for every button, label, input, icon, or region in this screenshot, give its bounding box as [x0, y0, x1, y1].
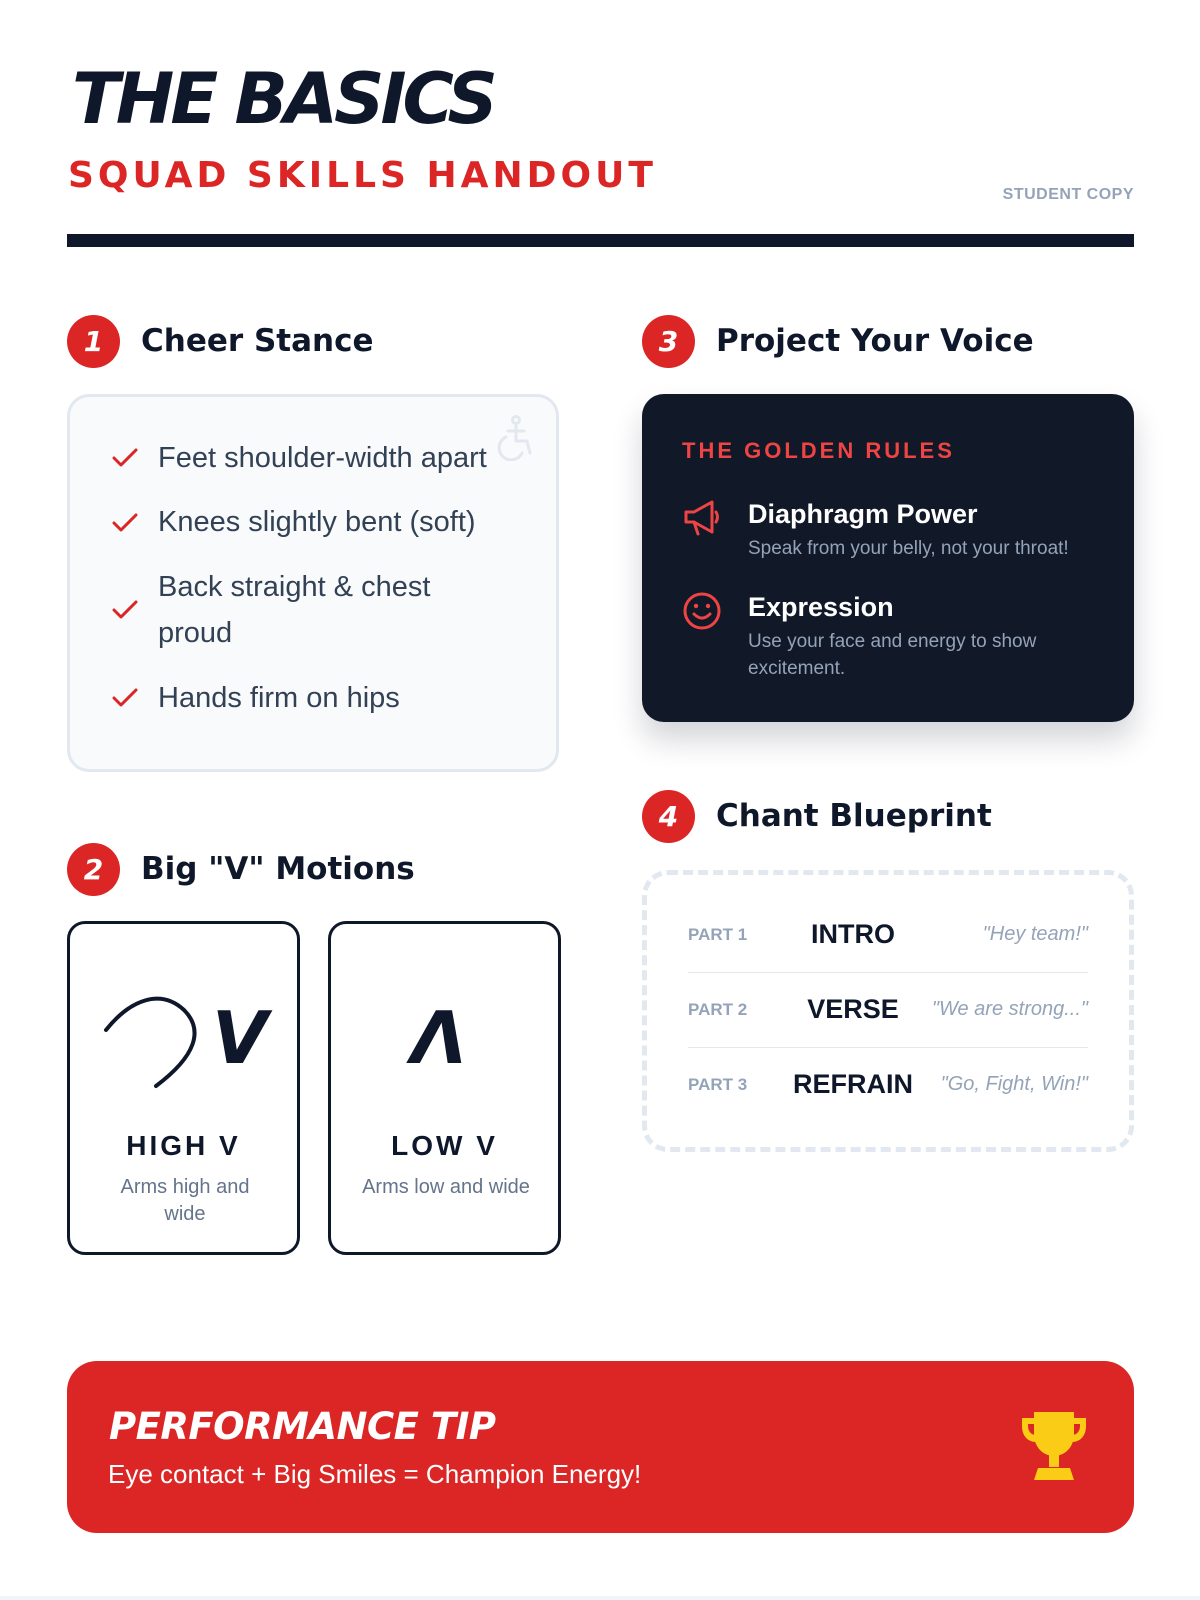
section-4-heading	[642, 789, 992, 843]
golden-rules-heading: THE GOLDEN RULES	[682, 438, 955, 463]
rule-title: Diaphragm Power	[748, 499, 978, 529]
section-1-heading	[67, 314, 374, 368]
rule-item	[682, 498, 1102, 563]
table-row	[688, 1047, 1088, 1122]
low-v-label: LOW V	[391, 1130, 498, 1161]
megaphone-icon	[682, 498, 724, 563]
page-title: THE BASICS	[72, 58, 494, 140]
section-4-title: Chant Blueprint	[716, 798, 992, 834]
section-2-title: Big "V" Motions	[141, 851, 415, 887]
rule-description: Speak from your belly, not your throat!	[748, 538, 1069, 560]
header-divider	[67, 234, 1134, 247]
check-icon	[112, 513, 142, 533]
section-2-heading	[67, 842, 415, 896]
high-v-description: Arms high and wide	[120, 1176, 250, 1225]
section-3-heading	[642, 314, 1034, 368]
performance-tip-banner	[67, 1361, 1134, 1533]
rule-description: Use your face and energy to show excitement.	[748, 631, 1037, 679]
stance-item-text: Back straight & chest proud	[158, 570, 431, 650]
section-1-title: Cheer Stance	[141, 323, 374, 359]
stance-card	[67, 394, 559, 772]
arm-arc-icon	[100, 990, 204, 1090]
list-item	[112, 435, 512, 481]
part-name: VERSE	[807, 994, 899, 1024]
high-v-label: HIGH V	[126, 1130, 241, 1161]
high-v-glyph: V	[212, 996, 268, 1080]
tip-title: PERFORMANCE TIP	[109, 1405, 496, 1448]
trophy-icon	[1016, 1408, 1092, 1484]
part-label: PART 2	[688, 999, 748, 1019]
chant-blueprint-card	[642, 870, 1134, 1152]
tip-text: Eye contact + Big Smiles = Champion Energy!	[108, 1459, 642, 1489]
part-label: PART 3	[688, 1074, 748, 1094]
stance-checklist	[112, 435, 512, 739]
part-quote: "Go, Fight, Win!"	[940, 1073, 1088, 1095]
section-1-number: 1	[67, 315, 120, 368]
student-copy-label: STUDENT COPY	[1002, 186, 1134, 203]
part-name: REFRAIN	[793, 1069, 913, 1099]
low-v-glyph: Λ	[411, 996, 467, 1080]
part-name: INTRO	[811, 919, 895, 949]
page-bottom-edge	[0, 1596, 1200, 1600]
stance-item-text: Feet shoulder-width apart	[158, 442, 487, 474]
part-label: PART 1	[688, 924, 748, 944]
section-2-number: 2	[67, 843, 120, 896]
part-quote: "Hey team!"	[982, 923, 1088, 945]
list-item	[112, 675, 512, 721]
check-icon	[112, 688, 142, 708]
stance-item-text: Hands firm on hips	[158, 681, 400, 714]
section-3-title: Project Your Voice	[716, 323, 1034, 359]
section-4-number: 4	[642, 790, 695, 843]
section-3-number: 3	[642, 315, 695, 368]
rule-title: Expression	[748, 592, 894, 622]
part-quote: "We are strong..."	[931, 998, 1088, 1020]
low-v-card	[328, 921, 561, 1255]
page-subtitle: SQUAD SKILLS HANDOUT	[68, 155, 657, 196]
golden-rules-card	[642, 394, 1134, 722]
list-item	[112, 499, 512, 545]
rule-item	[682, 591, 1102, 683]
table-row	[688, 897, 1088, 973]
check-icon	[112, 600, 142, 620]
table-row	[688, 972, 1088, 1048]
smiley-icon	[682, 591, 724, 683]
high-v-card	[67, 921, 300, 1255]
list-item	[112, 564, 512, 657]
check-icon	[112, 448, 142, 468]
low-v-description: Arms low and wide	[362, 1176, 530, 1198]
stance-item-text: Knees slightly bent (soft)	[158, 506, 476, 539]
